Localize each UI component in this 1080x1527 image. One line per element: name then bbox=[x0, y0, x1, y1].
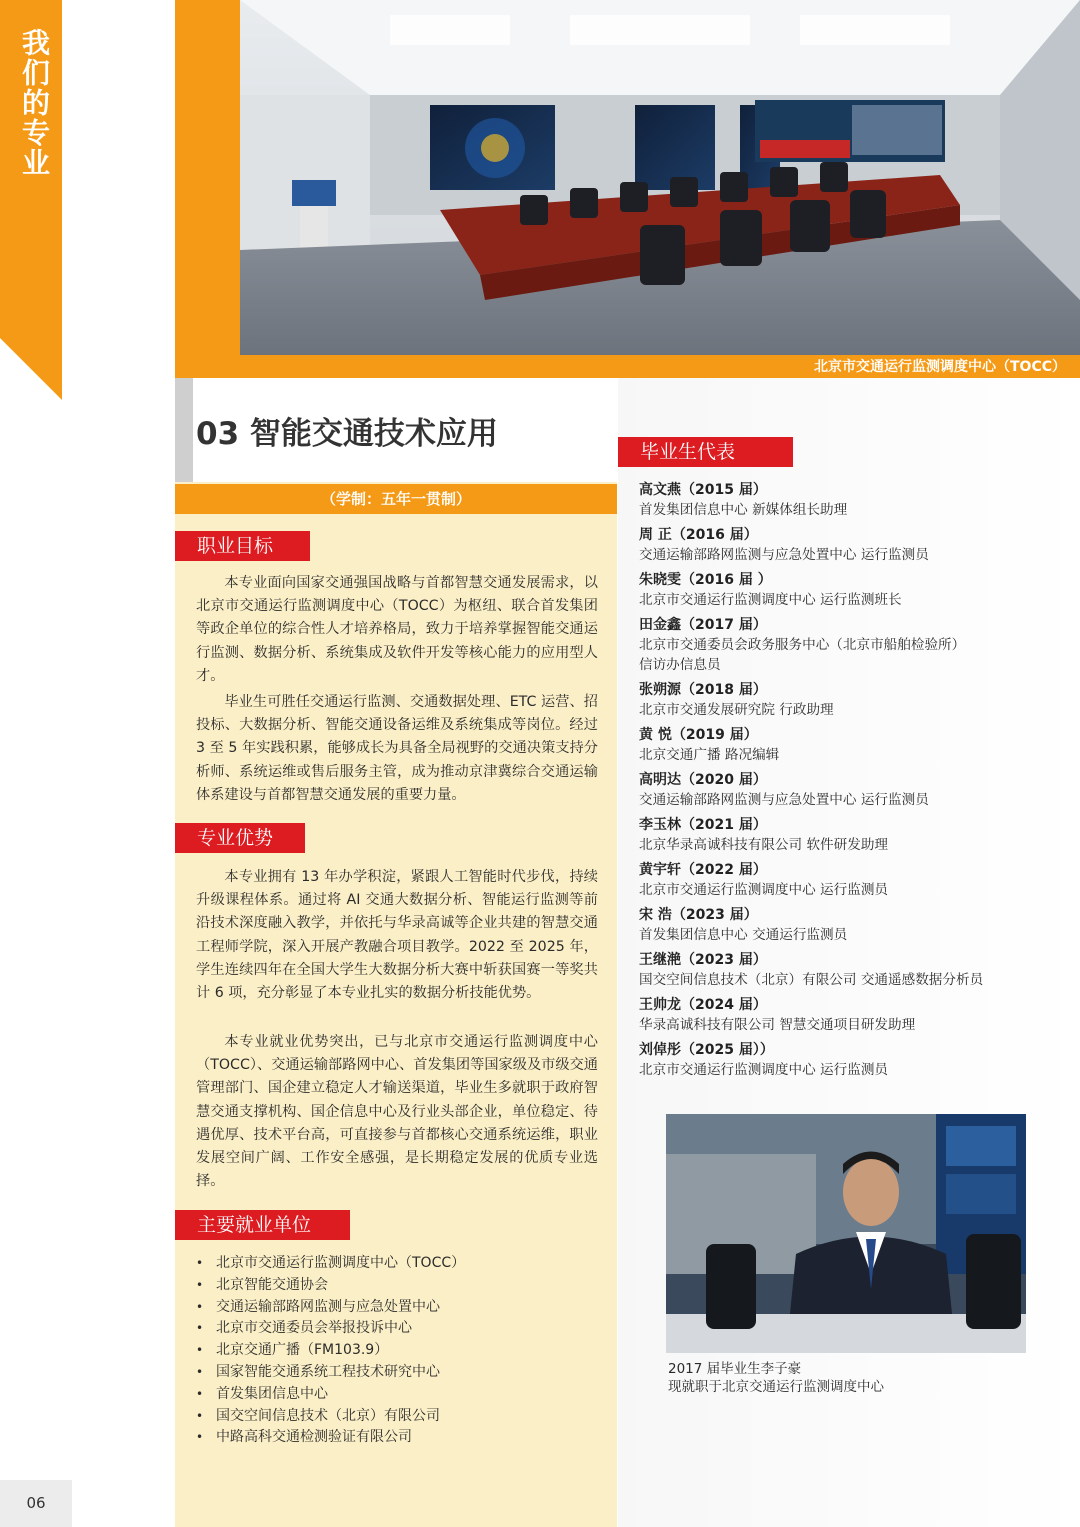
graduate-name: 高文燕（2015 届） bbox=[639, 482, 767, 498]
employer-item: • 国交空间信息技术（北京）有限公司 bbox=[196, 1406, 465, 1428]
employer-item: • 首发集团信息中心 bbox=[196, 1384, 465, 1406]
graduate-name: 朱晓雯（2016 届 ） bbox=[639, 572, 772, 588]
graduate-entry bbox=[639, 905, 1069, 945]
employer-item: • 北京市交通委员会举报投诉中心 bbox=[196, 1318, 465, 1340]
goal-paragraph-1: 本专业面向国家交通强国战略与首都智慧交通发展需求，以北京市交通运行监测调度中心（TOCC）为枢纽、联合首发集团等政企单位的综合性人才培养格局，致力于培养掌握智能交通运行监测、数据分析、系统集成及软件开发等核心能力的应用型人才。 bbox=[196, 575, 598, 684]
graduate-info: 北京市交通运行监测调度中心 运行监测员 bbox=[639, 1062, 889, 1078]
section-heading-advantage: 专业优势 bbox=[175, 823, 305, 853]
graduate-info: 首发集团信息中心 新媒体组长助理 bbox=[639, 502, 848, 518]
section-heading-goal: 职业目标 bbox=[175, 531, 310, 561]
section-heading-graduates: 毕业生代表 bbox=[618, 437, 793, 467]
graduate-name: 周 正（2016 届） bbox=[639, 527, 758, 543]
graduate-photo bbox=[666, 1114, 1026, 1353]
graduate-list bbox=[639, 480, 1069, 1085]
graduate-entry bbox=[639, 725, 1069, 765]
graduate-name: 高明达（2020 届） bbox=[639, 772, 767, 788]
employer-item: • 中路高科交通检测验证有限公司 bbox=[196, 1427, 465, 1449]
graduate-name: 王帅龙（2024 届） bbox=[639, 997, 767, 1013]
graduate-name: 张朔源（2018 届） bbox=[639, 682, 767, 698]
graduate-info: 北京市交通运行监测调度中心 运行监测班长 bbox=[639, 592, 902, 608]
graduate-entry bbox=[639, 480, 1069, 520]
employer-item: • 北京市交通运行监测调度中心（TOCC） bbox=[196, 1253, 465, 1275]
photo-caption: 北京市交通运行监测调度中心（TOCC） bbox=[814, 359, 1066, 375]
graduate-entry bbox=[639, 950, 1069, 990]
graduate-info: 北京市交通发展研究院 行政助理 bbox=[639, 702, 834, 718]
graduate-photo-caption bbox=[668, 1360, 884, 1396]
graduate-photo-caption-line1: 2017 届毕业生李子豪 bbox=[668, 1361, 802, 1377]
graduate-info: 国交空间信息技术（北京）有限公司 交通遥感数据分析员 bbox=[639, 972, 984, 988]
advantage-paragraph-1: 本专业拥有 13 年办学积淀，紧跟人工智能时代步伐，持续升级课程体系。通过将 AI 交通大数据分析、智能运行监测等前沿技术深度融入教学，并依托与华录高诚等企业共建的智慧交通工程师学院，深入开展产教融合项目教学。2022 至 2025 年，学生连续四年在全国大学生大数据分析大赛中斩获国赛一等奖共计 6 项，充分彰显了本专业扎实的数据分析技能优势。 bbox=[196, 869, 598, 1002]
duration-bar: （学制：五年一贯制） bbox=[175, 484, 617, 514]
graduate-info: 北京市交通运行监测调度中心 运行监测员 bbox=[639, 882, 889, 898]
control-room-illustration bbox=[240, 0, 1080, 355]
employer-item: • 国家智能交通系统工程技术研究中心 bbox=[196, 1362, 465, 1384]
graduate-photo-illustration bbox=[666, 1114, 1026, 1353]
graduate-name: 田金鑫（2017 届） bbox=[639, 617, 767, 633]
advantage-paragraph-2: 本专业就业优势突出，已与北京市交通运行监测调度中心（TOCC）、交通运输部路网中心、首发集团等国家级及市级交通管理部门、国企建立稳定人才输送渠道，毕业生多就职于政府智慧交通支撑机构、国企信息中心及行业头部企业，单位稳定、待遇优厚、技术平台高，可直接参与首都核心交通系统运维，职业发展空间广阔、工作安全感强，是长期稳定发展的优质专业选择。 bbox=[196, 1034, 598, 1190]
graduate-entry bbox=[639, 860, 1069, 900]
graduate-name: 李玉林（2021 届） bbox=[639, 817, 767, 833]
graduate-info: 华录高诚科技有限公司 智慧交通项目研发助理 bbox=[639, 1017, 916, 1033]
goal-paragraph-2: 毕业生可胜任交通运行监测、交通数据处理、ETC 运营、招投标、大数据分析、智能交通设备运维及系统集成等岗位。经过 3 至 5 年实践积累，能够成长为具备全局视野的交通决策支持分析师、系统运维或售后服务主管，成为推动京津冀综合交通运输体系建设与首都智慧交通发展的重要力量。 bbox=[196, 694, 598, 803]
graduate-info: 交通运输部路网监测与应急处置中心 运行监测员 bbox=[639, 547, 929, 563]
graduate-entry bbox=[639, 615, 1069, 675]
graduate-name: 黄 悦（2019 届） bbox=[639, 727, 758, 743]
side-tab-title: 我们的专业 bbox=[18, 28, 51, 178]
graduate-entry bbox=[639, 570, 1069, 610]
graduate-entry bbox=[639, 995, 1069, 1035]
page-number: 06 bbox=[0, 1480, 72, 1527]
graduate-entry bbox=[639, 815, 1069, 855]
graduate-info: 北京华录高诚科技有限公司 软件研发助理 bbox=[639, 837, 889, 853]
employer-item: • 交通运输部路网监测与应急处置中心 bbox=[196, 1297, 465, 1319]
graduate-photo-caption-line2: 现就职于北京交通运行监测调度中心 bbox=[668, 1379, 884, 1395]
page-title: 03 智能交通技术应用 bbox=[196, 416, 498, 452]
graduate-name: 王继滟（2023 届） bbox=[639, 952, 767, 968]
graduate-entry bbox=[639, 680, 1069, 720]
graduate-name: 宋 浩（2023 届） bbox=[639, 907, 758, 923]
section-heading-employers: 主要就业单位 bbox=[175, 1210, 350, 1240]
employer-list bbox=[196, 1253, 465, 1449]
graduate-info: 首发集团信息中心 交通运行监测员 bbox=[639, 927, 848, 943]
graduate-entry bbox=[639, 525, 1069, 565]
title-accent-bar bbox=[175, 378, 193, 482]
graduate-info: 北京交通广播 路况编辑 bbox=[639, 747, 780, 763]
employer-item: • 北京智能交通协会 bbox=[196, 1275, 465, 1297]
graduate-entry bbox=[639, 770, 1069, 810]
control-room-photo bbox=[240, 0, 1080, 355]
graduate-entry bbox=[639, 1040, 1069, 1080]
graduate-name: 刘倬彤（2025 届）） bbox=[639, 1042, 774, 1058]
graduate-name: 黄宇轩（2022 届） bbox=[639, 862, 767, 878]
graduate-info: 北京市交通委员会政务服务中心（北京市船舶检验所） 信访办信息员 bbox=[639, 637, 966, 673]
graduate-info: 交通运输部路网监测与应急处置中心 运行监测员 bbox=[639, 792, 929, 808]
employer-item: • 北京交通广播（FM103.9） bbox=[196, 1340, 465, 1362]
